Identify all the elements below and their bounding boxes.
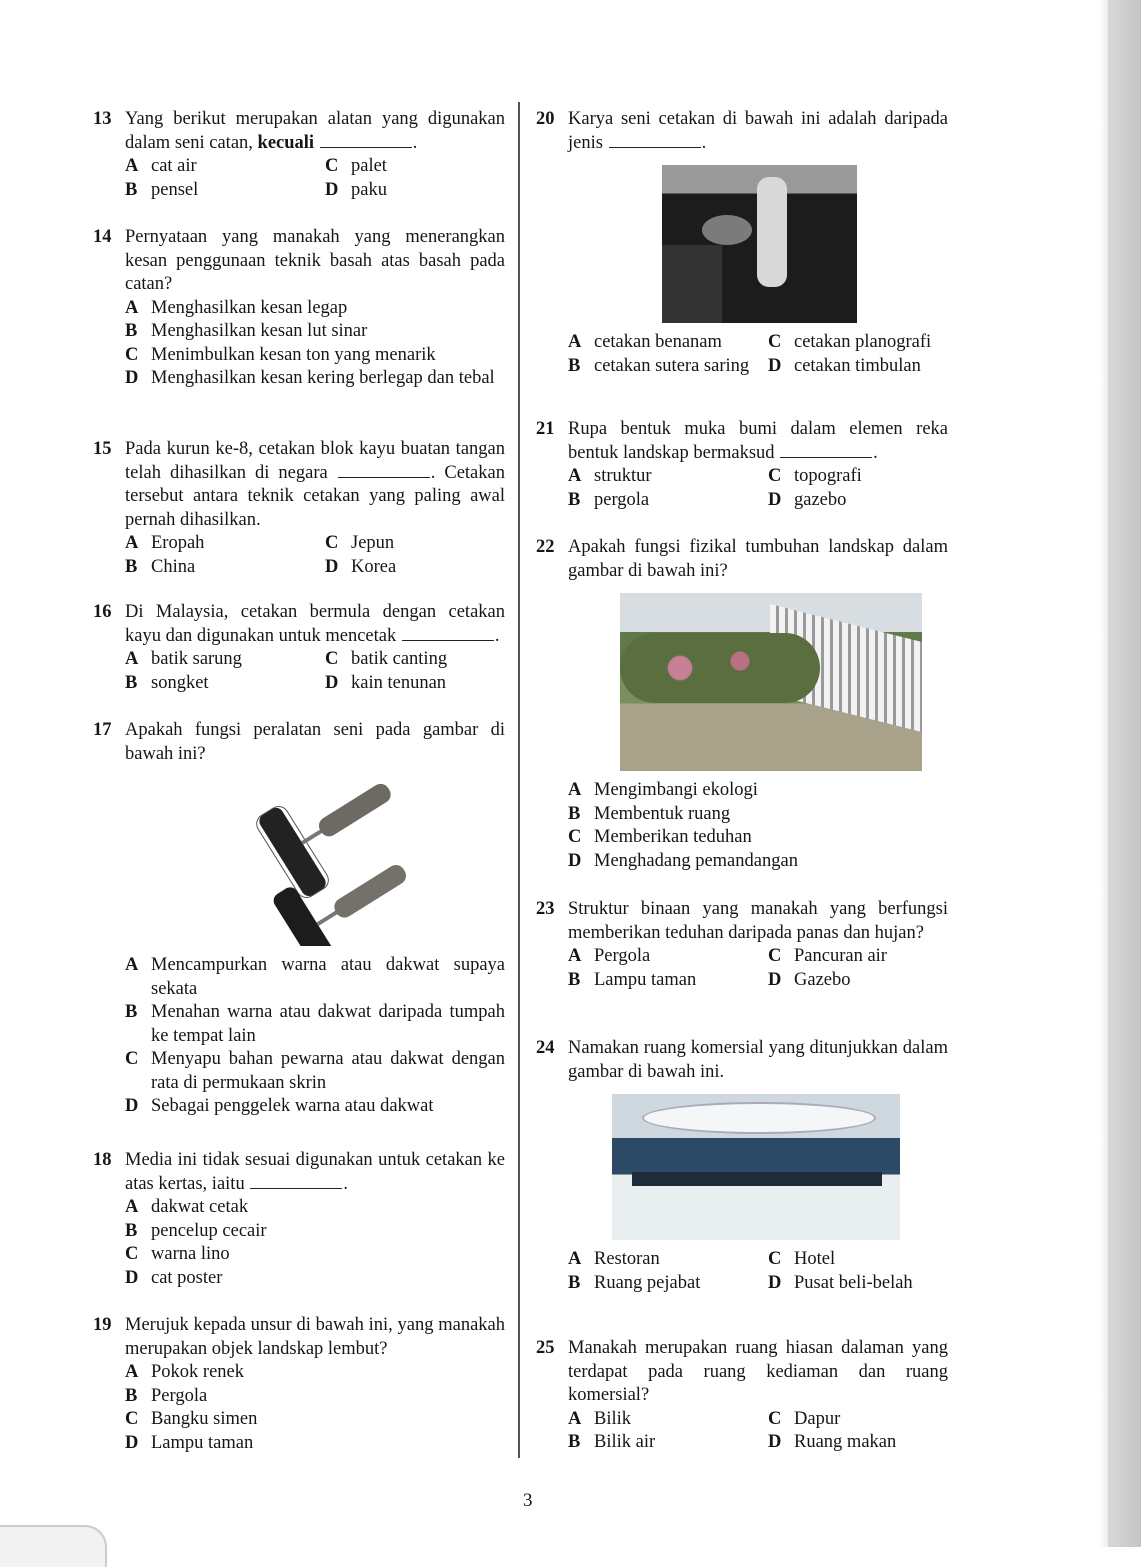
rollers-image [220, 776, 440, 946]
option-letter: A [125, 297, 139, 318]
option-b[interactable] [125, 1220, 505, 1244]
option-d[interactable] [768, 489, 968, 513]
option-c[interactable] [568, 826, 948, 850]
option-letter: D [768, 355, 782, 376]
option-c[interactable] [768, 1248, 968, 1272]
column-divider [518, 102, 520, 1458]
option-letter: C [325, 649, 339, 669]
option-a[interactable] [568, 1248, 768, 1272]
option-b[interactable] [568, 969, 768, 993]
option-text: Menghadang pemandangan [594, 850, 798, 871]
page-edge [1108, 0, 1141, 1547]
option-letter: D [125, 1267, 139, 1288]
stem-text: . [343, 1173, 348, 1194]
answer-options [568, 1248, 948, 1295]
question-22 [536, 536, 948, 873]
option-a[interactable] [125, 1361, 505, 1385]
option-text: songket [151, 672, 209, 693]
option-letter: B [568, 803, 581, 824]
page-shadow [1100, 0, 1108, 1547]
option-letter: D [125, 1096, 139, 1116]
option-text: dakwat cetak [151, 1197, 249, 1217]
option-d[interactable] [125, 1267, 505, 1291]
question-20 [536, 108, 948, 378]
stem-text: Karya seni cetakan di bawah ini adalah daripada jenis [568, 109, 948, 153]
option-a[interactable] [568, 1408, 768, 1432]
option-text: cat air [151, 156, 197, 176]
option-text: Pergola [594, 946, 651, 966]
question-number: 18 [93, 1150, 112, 1170]
option-d[interactable] [325, 556, 525, 580]
option-letter: B [568, 1432, 581, 1452]
emphasis-text: kecuali [257, 132, 315, 153]
option-a[interactable] [568, 779, 948, 803]
stem-text: Di Malaysia, cetakan bermula dengan cetakan kayu dan digunakan untuk mencetak [125, 602, 505, 646]
option-d[interactable] [568, 850, 948, 874]
question-number: 14 [93, 227, 112, 247]
option-c[interactable] [768, 1408, 968, 1432]
option-d[interactable] [325, 672, 525, 696]
option-letter: B [568, 489, 581, 510]
option-c[interactable] [125, 1408, 505, 1432]
stem-text: Struktur binaan yang manakah yang berfungsi memberikan teduhan daripada panas dan hujan? [568, 899, 948, 943]
option-b[interactable] [125, 1385, 505, 1409]
option-a[interactable] [568, 465, 768, 489]
option-c[interactable] [125, 344, 505, 368]
answer-blank [609, 133, 701, 148]
question-23 [536, 898, 948, 992]
option-text: pergola [594, 489, 650, 510]
question-number: 19 [93, 1315, 112, 1335]
stem-text: . [412, 132, 418, 153]
answer-blank [338, 463, 430, 478]
option-text: China [151, 556, 196, 577]
option-letter: A [125, 649, 139, 669]
option-a[interactable] [125, 648, 325, 672]
option-text: Gazebo [794, 969, 851, 990]
option-text: Jepun [351, 533, 395, 553]
option-text: cetakan planografi [794, 332, 932, 352]
option-letter: A [568, 332, 582, 352]
option-text: Mencampurkan warna atau dakwat supaya sekata [151, 955, 505, 999]
option-letter: A [568, 780, 582, 800]
option-text: Korea [351, 556, 397, 577]
answer-blank [780, 443, 872, 458]
option-b[interactable] [568, 355, 768, 379]
question-stem [125, 719, 505, 766]
option-text: cat poster [151, 1267, 223, 1288]
option-a[interactable] [125, 297, 505, 321]
option-text: Ruang makan [794, 1432, 897, 1452]
option-c[interactable] [768, 465, 968, 489]
question-stem [125, 601, 505, 648]
option-text: Dapur [794, 1408, 841, 1429]
option-letter: A [125, 156, 139, 176]
option-c[interactable] [325, 648, 525, 672]
question-number: 16 [93, 602, 112, 622]
answer-options [568, 779, 948, 873]
option-text: Lampu taman [151, 1432, 254, 1453]
option-text: topografi [794, 466, 862, 486]
stem-text: Pada kurun ke-8, cetakan blok kayu buatan tangan telah dihasilkan di negara [125, 439, 505, 483]
option-letter: A [125, 533, 139, 553]
option-letter: C [125, 1409, 139, 1429]
question-stem [568, 536, 948, 583]
option-d[interactable] [125, 1432, 505, 1456]
question-13 [93, 108, 505, 202]
answer-options [125, 297, 505, 391]
answer-options [125, 532, 505, 579]
question-stem [125, 1149, 505, 1196]
option-letter: A [125, 1197, 139, 1217]
option-letter: D [325, 179, 339, 200]
option-letter: B [125, 1385, 138, 1406]
answer-options [125, 1361, 505, 1455]
option-text: Menghasilkan kesan lut sinar [151, 321, 368, 341]
option-letter: B [125, 1002, 138, 1022]
option-text: cetakan timbulan [794, 355, 921, 376]
option-a[interactable] [125, 954, 505, 1001]
question-number: 17 [93, 720, 112, 740]
question-number: 22 [536, 537, 555, 557]
option-text: Membentuk ruang [594, 803, 731, 824]
question-number: 13 [93, 109, 112, 129]
option-text: cetakan benanam [594, 332, 722, 352]
answer-options [568, 1408, 948, 1455]
page-number: 3 [523, 1490, 533, 1511]
option-letter: C [768, 946, 782, 966]
question-14 [93, 226, 505, 391]
option-letter: D [768, 1432, 782, 1452]
question-17 [93, 719, 505, 1119]
bank-image [612, 1094, 900, 1240]
garden-image [620, 593, 922, 771]
answer-blank [320, 133, 412, 148]
option-text: paku [351, 179, 387, 200]
option-text: struktur [594, 466, 652, 486]
question-stem [125, 108, 505, 155]
question-stem [568, 418, 948, 465]
option-text: batik canting [351, 649, 448, 669]
answer-options [568, 465, 948, 512]
option-letter: B [125, 321, 138, 341]
stem-text: . Cetakan tersebut antara teknik cetakan yang paling awal pernah dihasilkan. [125, 462, 505, 530]
answer-blank [250, 1174, 342, 1189]
option-letter: D [125, 368, 139, 388]
question-stem [125, 438, 505, 532]
option-letter: D [768, 1272, 782, 1293]
option-text: Memberikan teduhan [594, 827, 752, 847]
option-text: Sebagai penggelek warna atau dakwat [151, 1096, 434, 1116]
answer-options [125, 1196, 505, 1290]
option-letter: A [125, 955, 139, 975]
option-text: Mengimbangi ekologi [594, 780, 758, 800]
question-18 [93, 1149, 505, 1290]
question-stem [568, 1337, 948, 1408]
answer-options [568, 331, 948, 378]
question-number: 25 [536, 1338, 555, 1358]
option-a[interactable] [125, 1196, 505, 1220]
option-d[interactable] [768, 1431, 968, 1455]
stem-text: Apakah fungsi fizikal tumbuhan landskap dalam gambar di bawah ini? [568, 537, 948, 581]
option-a[interactable] [125, 532, 325, 556]
option-letter: C [325, 533, 339, 553]
option-text: Pokok renek [151, 1362, 244, 1382]
question-stem [568, 898, 948, 945]
option-letter: A [568, 946, 582, 966]
option-d[interactable] [768, 969, 968, 993]
question-number: 20 [536, 109, 555, 129]
option-c[interactable] [325, 532, 525, 556]
option-text: cetakan sutera saring [594, 355, 750, 376]
question-number: 21 [536, 419, 555, 439]
option-letter: A [125, 1362, 139, 1382]
option-text: gazebo [794, 489, 847, 510]
question-stem [125, 1314, 505, 1361]
option-text: Menghasilkan kesan legap [151, 297, 348, 318]
option-letter: C [568, 827, 582, 847]
option-text: Hotel [794, 1249, 836, 1269]
option-text: Bilik [594, 1408, 632, 1429]
option-b[interactable] [568, 489, 768, 513]
option-a[interactable] [568, 945, 768, 969]
option-c[interactable] [768, 945, 968, 969]
stem-text: . [701, 132, 707, 153]
option-text: Ruang pejabat [594, 1272, 701, 1293]
answer-options [125, 648, 505, 695]
option-text: pensel [151, 179, 199, 200]
option-letter: B [568, 355, 581, 376]
option-letter: C [768, 332, 782, 352]
option-letter: A [568, 466, 582, 486]
option-b[interactable] [125, 179, 325, 203]
option-text: Lampu taman [594, 969, 697, 990]
option-text: Menahan warna atau dakwat daripada tumpah ke tempat lain [151, 1002, 505, 1046]
option-letter: A [568, 1408, 582, 1429]
option-d[interactable] [768, 1272, 968, 1296]
option-letter: D [768, 489, 782, 510]
stem-text: Media ini tidak sesuai digunakan untuk cetakan ke atas kertas, iaitu [125, 1150, 505, 1194]
question-15 [93, 438, 505, 579]
answer-blank [402, 626, 494, 641]
answer-options [125, 155, 505, 202]
question-21 [536, 418, 948, 512]
option-b[interactable] [125, 320, 505, 344]
question-stem [568, 1037, 948, 1084]
option-letter: C [325, 156, 339, 176]
option-text: warna lino [151, 1244, 230, 1264]
answer-options [568, 945, 948, 992]
option-letter: B [125, 672, 138, 693]
print-image [662, 165, 857, 323]
stem-text [314, 133, 319, 153]
question-number: 15 [93, 439, 112, 459]
option-letter: A [568, 1249, 582, 1269]
option-text: Menyapu bahan pewarna atau dakwat dengan rata di permukaan skrin [151, 1049, 505, 1093]
question-number: 23 [536, 899, 555, 919]
option-letter: D [568, 850, 582, 871]
question-19 [93, 1314, 505, 1455]
option-text: pencelup cecair [151, 1220, 267, 1241]
option-d[interactable] [325, 179, 525, 203]
option-text: batik sarung [151, 649, 242, 669]
option-letter: B [125, 1220, 138, 1241]
option-letter: B [125, 179, 138, 200]
option-text: palet [351, 156, 387, 176]
option-b[interactable] [125, 1001, 505, 1048]
option-letter: B [568, 1272, 581, 1293]
option-text: Pergola [151, 1385, 208, 1406]
option-b[interactable] [125, 672, 325, 696]
option-a[interactable] [568, 331, 768, 355]
question-16 [93, 601, 505, 695]
option-b[interactable] [568, 803, 948, 827]
option-b[interactable] [568, 1431, 768, 1455]
option-b[interactable] [125, 556, 325, 580]
answer-options [125, 954, 505, 1119]
option-c[interactable] [125, 1048, 505, 1095]
option-letter: B [568, 969, 581, 990]
question-stem [568, 108, 948, 155]
option-text: Restoran [594, 1249, 660, 1269]
question-number: 24 [536, 1038, 555, 1058]
option-letter: D [325, 672, 339, 693]
option-letter: D [125, 1432, 139, 1453]
page-corner [0, 1525, 107, 1567]
stem-text: Namakan ruang komersial yang ditunjukkan dalam gambar di bawah ini. [568, 1038, 948, 1082]
option-c[interactable] [325, 155, 525, 179]
stem-text: Rupa bentuk muka bumi dalam elemen reka bentuk landskap bermaksud [568, 419, 948, 463]
option-text: Menghasilkan kesan kering berlegap dan tebal [151, 368, 495, 388]
option-text: Menimbulkan kesan ton yang menarik [151, 344, 436, 365]
option-text: Eropah [151, 533, 205, 553]
option-letter: C [768, 1408, 782, 1429]
stem-text: Manakah merupakan ruang hiasan dalaman yang terdapat pada ruang kediaman dan ruang komersial? [568, 1338, 948, 1405]
option-b[interactable] [568, 1272, 768, 1296]
option-c[interactable] [125, 1243, 505, 1267]
option-d[interactable] [125, 1095, 505, 1119]
option-text: Pancuran air [794, 946, 887, 966]
option-letter: C [768, 1249, 782, 1269]
stem-text: Pernyataan yang manakah yang menerangkan kesan penggunaan teknik basah atas basah pada catan? [125, 227, 505, 294]
option-letter: C [768, 466, 782, 486]
option-c[interactable] [768, 331, 968, 355]
stem-text: Apakah fungsi peralatan seni pada gambar di bawah ini? [125, 720, 505, 764]
option-letter: D [325, 556, 339, 577]
stem-text: . [873, 442, 878, 463]
option-letter: C [125, 1244, 139, 1264]
option-text: kain tenunan [351, 672, 447, 693]
stem-text: . [494, 625, 500, 646]
option-text: Bilik air [594, 1432, 656, 1452]
question-25 [536, 1337, 948, 1455]
stem-text: Merujuk kepada unsur di bawah ini, yang manakah merupakan objek landskap lembut? [125, 1315, 505, 1359]
option-letter: B [125, 556, 138, 577]
stem-text: Yang berikut merupakan alatan yang digunakan dalam seni catan, [125, 109, 505, 153]
option-text: Pusat beli-belah [794, 1272, 913, 1293]
question-24 [536, 1037, 948, 1295]
question-stem [125, 226, 505, 297]
option-d[interactable] [768, 355, 968, 379]
option-text: Bangku simen [151, 1409, 258, 1429]
option-d[interactable] [125, 367, 505, 391]
option-letter: C [125, 344, 139, 365]
option-letter: C [125, 1049, 139, 1069]
option-a[interactable] [125, 155, 325, 179]
option-letter: D [768, 969, 782, 990]
